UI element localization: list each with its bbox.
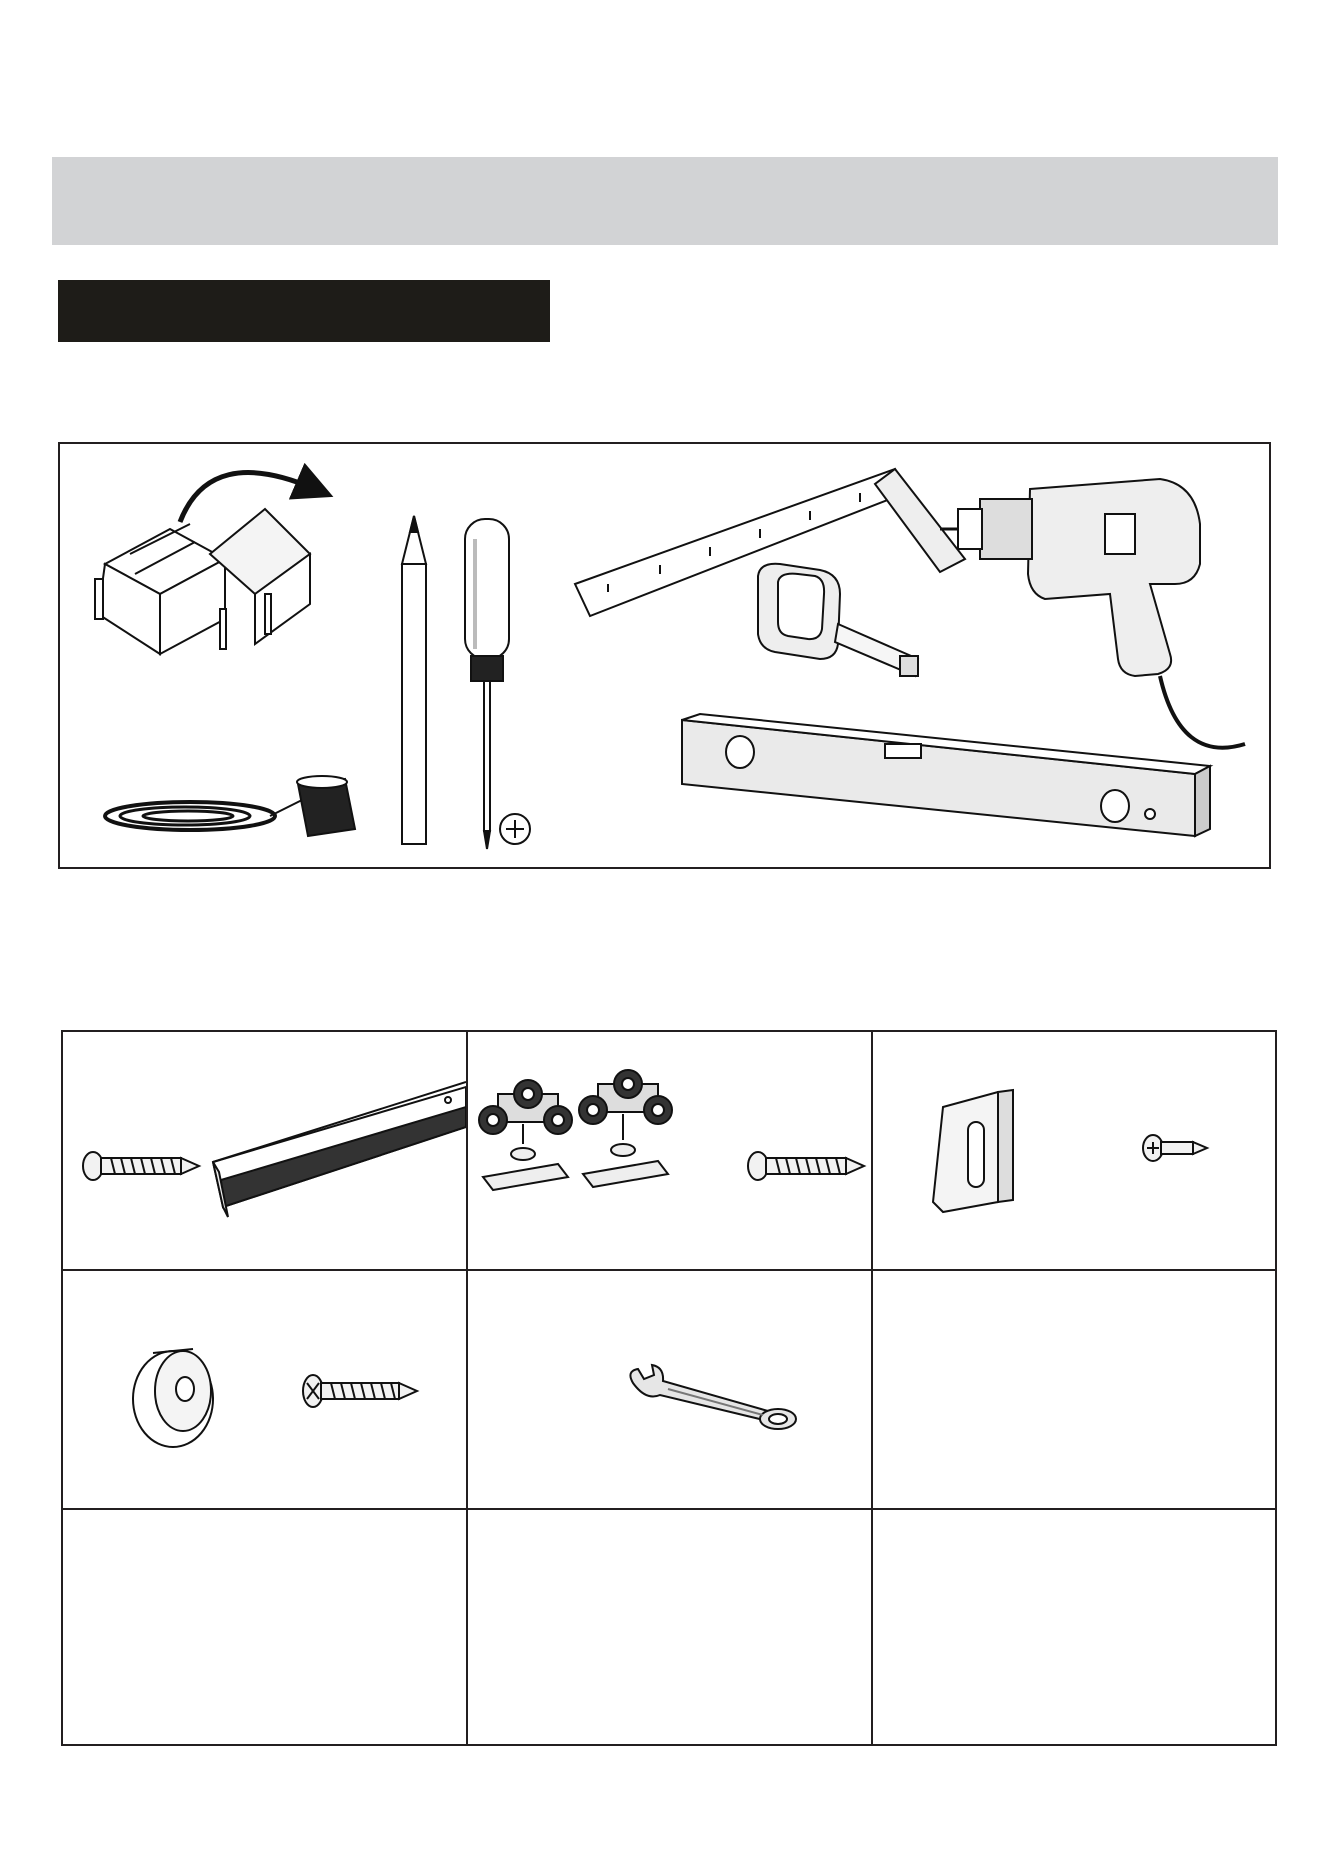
parts-cell-r1c2 — [468, 1032, 873, 1271]
section-heading-bar — [58, 280, 550, 342]
pan-head-screw-icon — [83, 1152, 199, 1180]
parts-cell-r3c3 — [873, 1510, 1275, 1744]
parts-cell-r3c2 — [468, 1510, 873, 1744]
parts-cell-r2c3 — [873, 1271, 1275, 1510]
small-pan-head-screw-icon — [1143, 1135, 1207, 1161]
electric-drill-icon — [940, 479, 1245, 748]
parts-cell-r1c3 — [873, 1032, 1275, 1271]
parts-cell-r1c1 — [63, 1032, 468, 1271]
pan-head-screw-icon — [748, 1152, 864, 1180]
roller-carriage-icon — [579, 1070, 672, 1187]
end-stop-bumper-icon — [133, 1349, 213, 1447]
tools-panel — [58, 442, 1271, 869]
parts-cell-r2c2 — [468, 1271, 873, 1510]
adjustment-spanner-icon — [630, 1365, 796, 1429]
tape-measure-icon — [758, 564, 918, 676]
parts-cell-r2c1 — [63, 1271, 468, 1510]
chalk-line-icon — [105, 776, 355, 836]
top-track-icon — [213, 1082, 466, 1217]
toolbox-icon — [95, 473, 315, 654]
spirit-level-icon — [682, 714, 1210, 836]
parts-cell-r3c1 — [63, 1510, 468, 1744]
roller-carriage-icon — [479, 1080, 572, 1190]
floor-guide-icon — [933, 1090, 1013, 1212]
header-banner — [52, 157, 1278, 245]
screwdriver-icon — [465, 519, 530, 849]
pencil-icon — [402, 516, 426, 844]
parts-grid — [61, 1030, 1277, 1746]
countersunk-screw-icon — [303, 1375, 417, 1407]
